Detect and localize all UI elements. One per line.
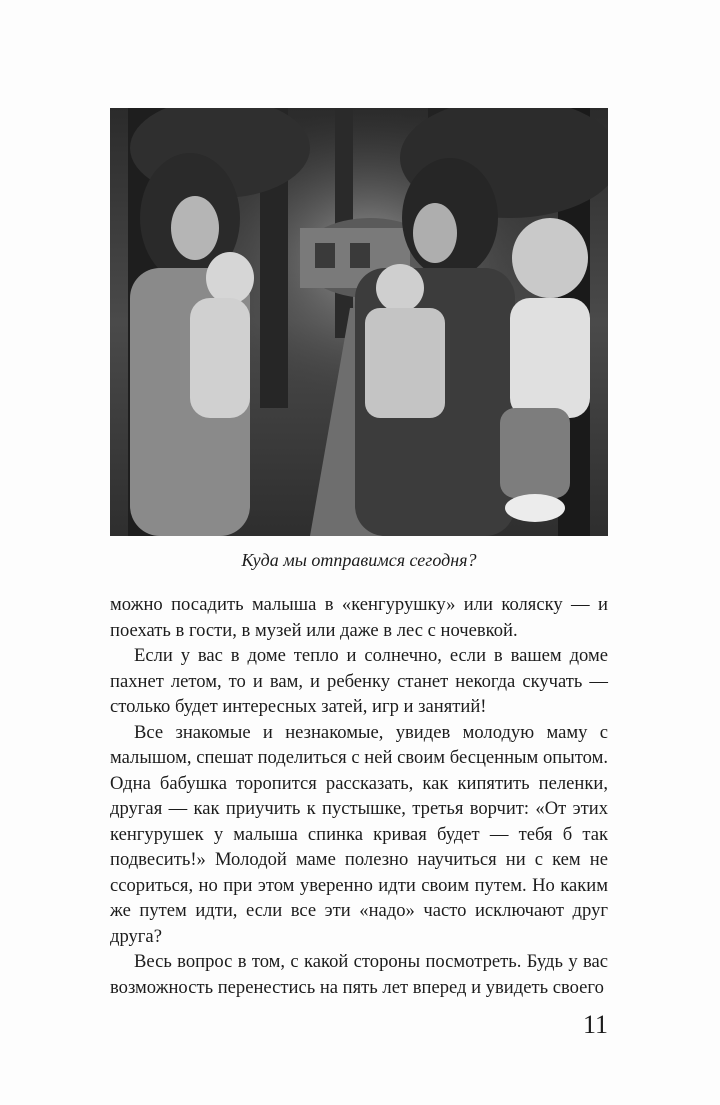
photo-caption: Куда мы отправимся сегодня? — [241, 550, 477, 570]
paragraph: можно посадить малыша в «кенгурушку» или коляску — и поехать в гости, в музей или даже в лес с ночевкой. — [110, 594, 608, 641]
page-number: 11 — [582, 1010, 608, 1039]
paragraph: Весь вопрос в том, с какой стороны посмотреть. Будь у вас возможность перенестись на пять лет вперед и увидеть своего — [110, 951, 608, 998]
photo — [110, 108, 608, 536]
paragraph: Если у вас в доме тепло и солнечно, если в вашем доме пахнет летом, то и вам, и ребенку станет некогда скучать — столько будет интересных затей, игр и занятий! — [110, 645, 608, 717]
body-text — [110, 592, 608, 1000]
photo-illustration — [110, 108, 608, 536]
paragraph: Все знакомые и незнакомые, увидев молодую маму с малышом, спешат поделиться с ней своим бесценным опытом. Одна бабушка торопится рассказать, как кипятить пеленки, другая — как приучить к пустышке, третья ворчит: «От этих кенгурушек у малыша спинка кривая будет — тебя б так подвесить!» Молодой маме полезно научиться ни с кем не ссориться, но при этом уверенно идти своим путем. Но каким же путем идти, если все эти «надо» часто исключают друг друга? — [110, 721, 608, 947]
